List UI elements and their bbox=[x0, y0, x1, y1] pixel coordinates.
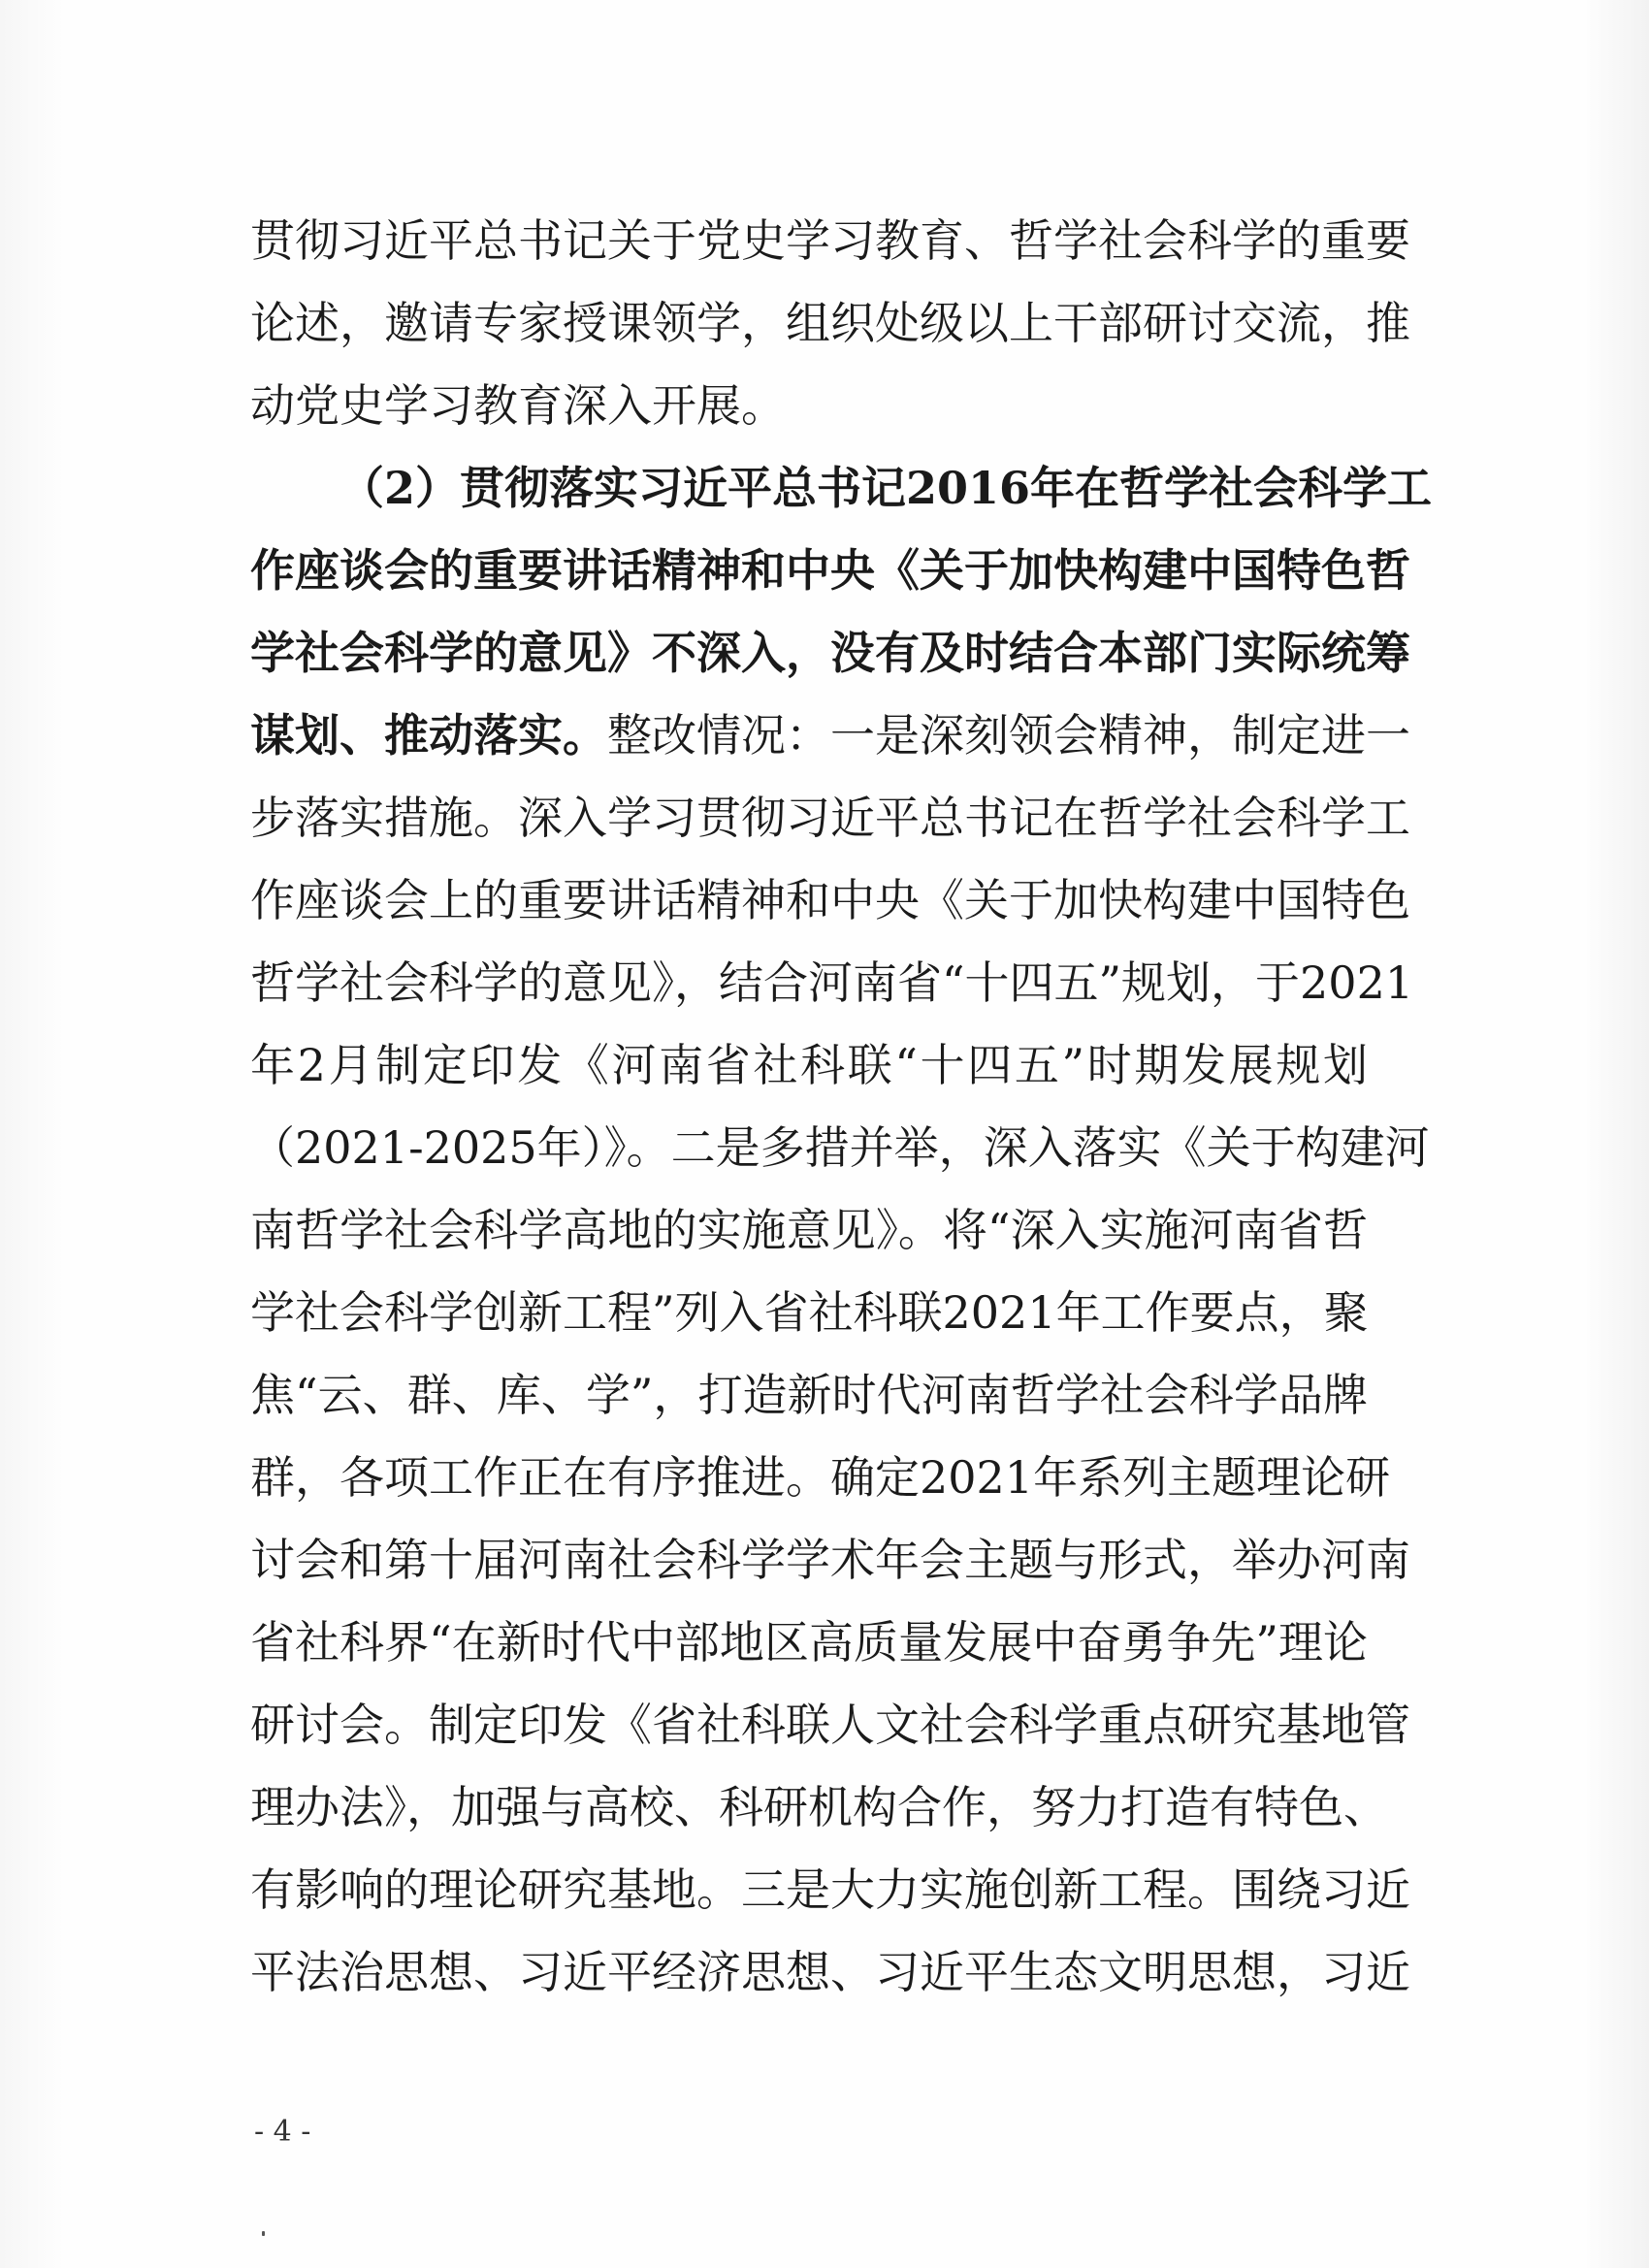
line-text: 研讨会。制定印发《省社科联人文社会科学重点研究基地管 bbox=[250, 1699, 1410, 1751]
page-number: - 4 - bbox=[254, 2115, 311, 2149]
line-text: 群，各项工作正在有序推进。确定2021年系列主题理论研 bbox=[250, 1451, 1391, 1504]
text-line bbox=[250, 1849, 1410, 1931]
text-line bbox=[250, 942, 1414, 1024]
line-text: 讨会和第十届河南社会科学学术年会主题与形式，举办河南 bbox=[250, 1534, 1410, 1586]
bold-heading-text: 学社会科学的意见》不深入，没有及时结合本部门实际统筹 bbox=[250, 627, 1410, 679]
scan-speck bbox=[262, 2231, 265, 2236]
line-text: 理办法》，加强与高校、科研机构合作，努力打造有特色、 bbox=[250, 1781, 1388, 1833]
text-line bbox=[250, 1437, 1391, 1519]
line-text: 平法治思想、习近平经济思想、习近平生态文明思想，习近 bbox=[250, 1946, 1410, 1998]
text-line bbox=[250, 1519, 1410, 1602]
line-text: 学社会科学创新工程”列入省社科联2021年工作要点，聚 bbox=[250, 1286, 1369, 1339]
text-line bbox=[250, 1272, 1368, 1354]
heading-line bbox=[250, 530, 1410, 612]
line-text: 南哲学社会科学高地的实施意见》。将“深入实施河南省哲 bbox=[250, 1204, 1368, 1256]
text-line bbox=[250, 695, 1410, 777]
heading-line bbox=[250, 447, 1433, 530]
bold-heading-text: 谋划、推动落实。 bbox=[250, 709, 607, 761]
text-line bbox=[250, 365, 1368, 447]
text-line bbox=[250, 1931, 1410, 2014]
bold-heading-text: 作座谈会的重要讲话精神和中央《关于加快构建中国特色哲 bbox=[250, 544, 1410, 597]
heading-line bbox=[250, 612, 1410, 695]
text-line bbox=[250, 1024, 1368, 1107]
line-text: 作座谈会上的重要讲话精神和中央《关于加快构建中国特色 bbox=[250, 874, 1410, 926]
line-text: 省社科界“在新时代中部地区高质量发展中奋勇争先”理论 bbox=[250, 1616, 1368, 1669]
line-text: 有影响的理论研究基地。三是大力实施创新工程。围绕习近 bbox=[250, 1863, 1410, 1916]
text-line bbox=[250, 777, 1410, 859]
text-line bbox=[250, 859, 1410, 942]
line-text: 焦“云、群、库、学”，打造新时代河南哲学社会科学品牌 bbox=[250, 1369, 1368, 1421]
line-text: 整改情况：一是深刻领会精神，制定进一 bbox=[607, 709, 1410, 761]
body-text bbox=[250, 200, 1433, 2014]
line-text: （2021-2025年）》。二是多措并举，深入落实《关于构建河 bbox=[250, 1121, 1430, 1174]
text-line bbox=[250, 1766, 1388, 1849]
line-text: 哲学社会科学的意见》，结合河南省“十四五”规划，于2021 bbox=[250, 956, 1414, 1009]
text-line bbox=[250, 200, 1410, 282]
text-line bbox=[250, 1107, 1430, 1189]
text-line bbox=[250, 282, 1410, 365]
line-text: 年2月制定印发《河南省社科联“十四五”时期发展规划 bbox=[250, 1039, 1368, 1091]
line-text: 贯彻习近平总书记关于党史学习教育、哲学社会科学的重要 bbox=[250, 214, 1410, 267]
bold-heading-text: （2）贯彻落实习近平总书记2016年在哲学社会科学工 bbox=[340, 462, 1433, 514]
text-line bbox=[250, 1602, 1368, 1684]
text-line bbox=[250, 1189, 1368, 1272]
text-line bbox=[250, 1354, 1368, 1437]
text-line bbox=[250, 1684, 1410, 1766]
line-text: 论述，邀请专家授课领学，组织处级以上干部研讨交流，推 bbox=[250, 297, 1410, 349]
line-text: 步落实措施。深入学习贯彻习近平总书记在哲学社会科学工 bbox=[250, 792, 1410, 844]
line-text: 动党史学习教育深入开展。 bbox=[250, 379, 786, 432]
